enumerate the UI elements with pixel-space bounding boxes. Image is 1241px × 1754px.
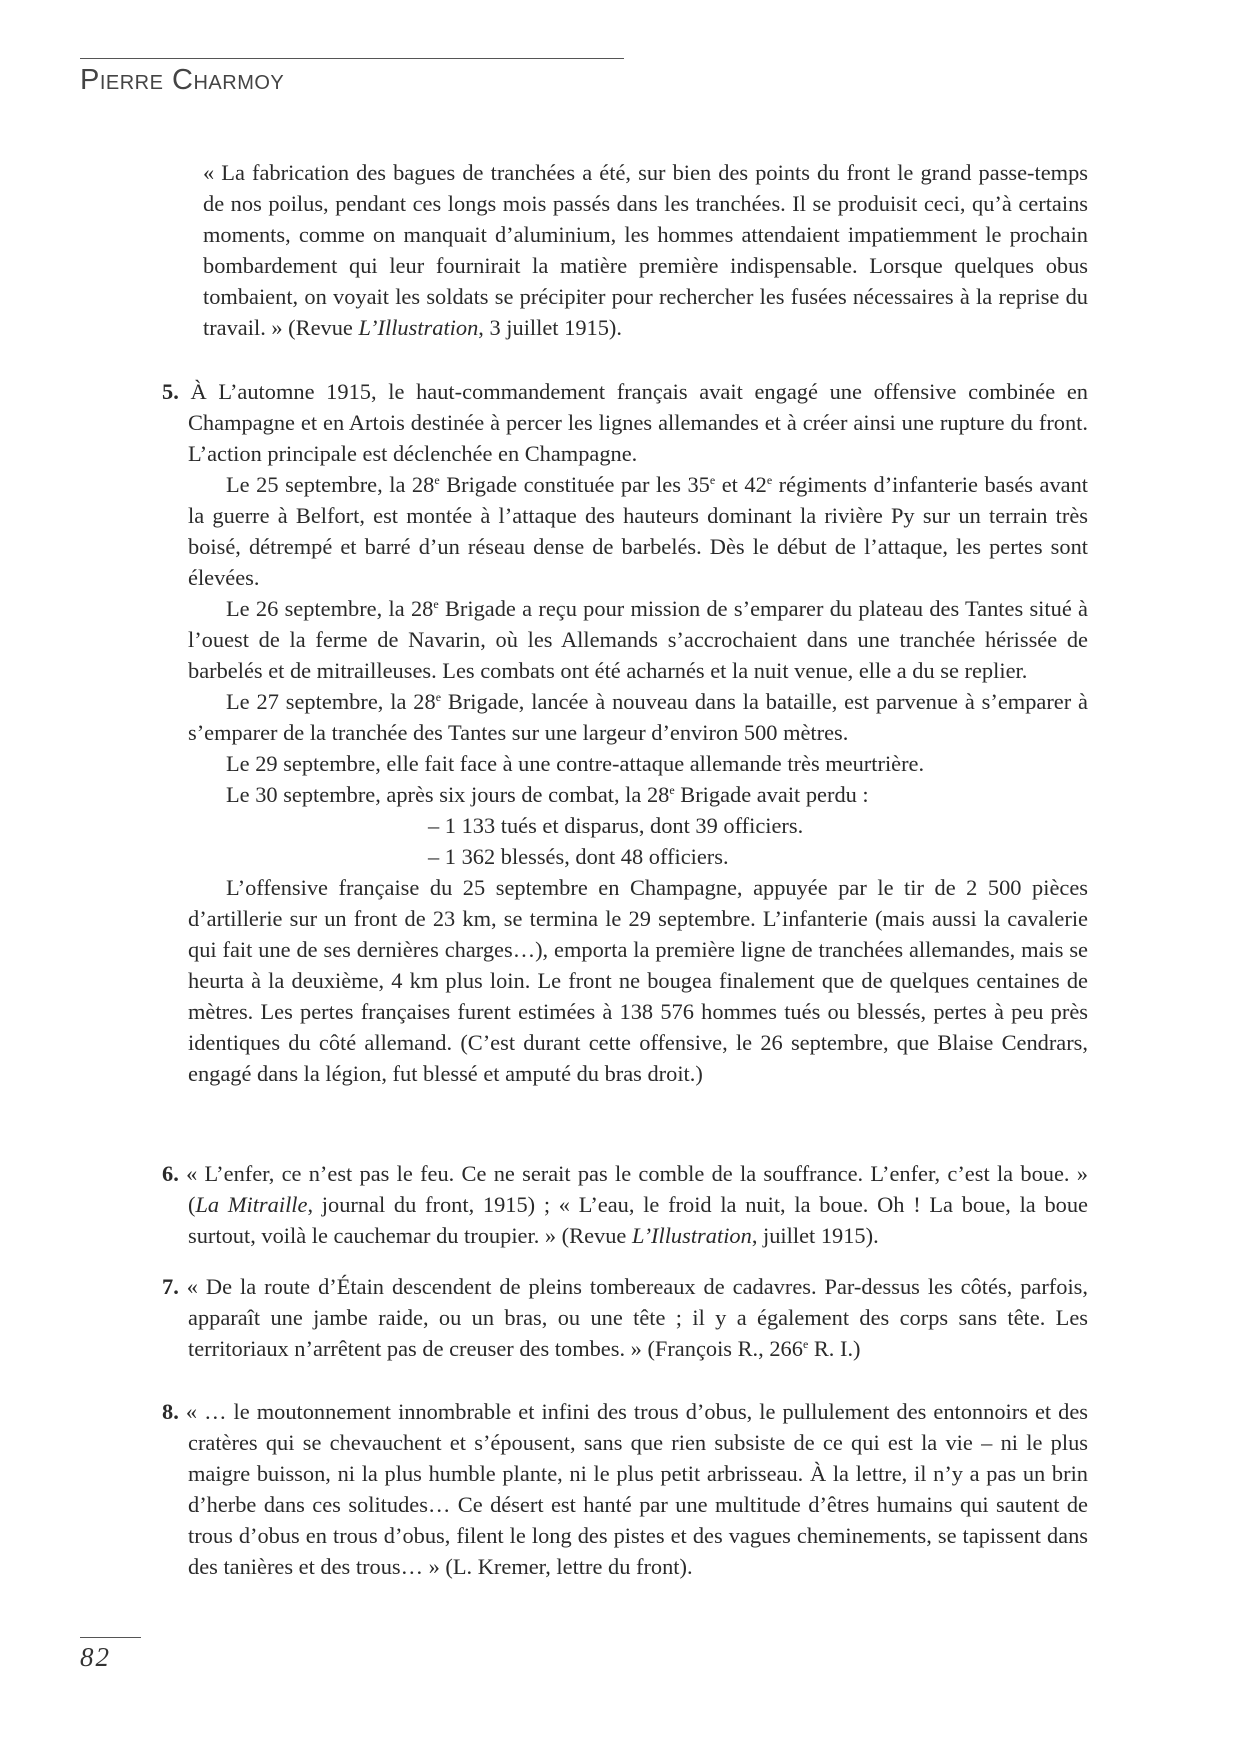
- note-5-para-1: [162, 376, 1088, 469]
- quote-source-tail: , 3 juillet 1915).: [478, 315, 622, 340]
- source-title: La Mitraille: [195, 1192, 308, 1217]
- source-title: L’Illustration: [631, 1223, 752, 1248]
- note-6-para: [162, 1158, 1088, 1251]
- note-text: Brigade avait perdu :: [674, 782, 869, 807]
- superscript: e: [802, 1337, 809, 1351]
- note-text: , juillet 1915).: [751, 1223, 879, 1248]
- note-5-para-3: [188, 593, 1088, 686]
- superscript: e: [434, 473, 440, 487]
- note-6: [162, 1158, 1088, 1251]
- note-text: Le 27 septembre, la 28: [226, 689, 436, 714]
- superscript: e: [669, 783, 675, 797]
- note-text: Le 26 septembre, la 28: [226, 596, 434, 621]
- superscript: e: [709, 473, 716, 487]
- note-text: régiments d’infanterie basés avant la guerre à Belfort, est montée à l’attaque des hauteurs dominant la rivière Py sur un terrain très boisé, détrempé et barré d’un réseau dense de barbelés. Dès le début de l’attaque, les pertes sont élevées.: [188, 472, 1089, 590]
- note-7-para: [162, 1271, 1088, 1364]
- note-text: et 42: [715, 472, 767, 497]
- note-text: Brigade a reçu pour mission de s’emparer du plateau des Tantes situé à l’ouest de la ferme de Navarin, où les Allemands s’accrochaient dans une tranchée hérissée de barbelés et de mitrailleuses. Les combats ont été acharnés et la nuit venue, elle a du se replier.: [188, 596, 1088, 683]
- note-5-para-2: [188, 469, 1088, 593]
- note-5-para-6: [188, 779, 1088, 810]
- note-5-para-4: [188, 686, 1088, 748]
- superscript: e: [433, 597, 439, 611]
- quote-text: « La fabrication des bagues de tranchées a été, sur bien des points du front le grand passe-temps de nos poilus, pendant ces longs mois passés dans les tranchées. Il se produisit ceci, qu’à certains moments, comme on manquait d’aluminium, les hommes attendaient impatiemment le prochain bombardement qui leur fournirait la matière première indispensable. Lorsque quelques obus tombaient, on voyait les soldats se précipiter pour rechercher les fusées nécessaires à la reprise du travail. » (Revue: [203, 160, 1088, 340]
- note-text: Brigade, lancée à nouveau dans la bataille, est parvenue à s’emparer à s’emparer de la tranchée des Tantes sur une largeur d’environ 500 mètres.: [188, 689, 1088, 745]
- superscript: e: [766, 473, 773, 487]
- footer-rule: [80, 1637, 141, 1638]
- note-5-para-7: L’offensive française du 25 septembre en Champagne, appuyée par le tir de 2 500 pièces d’artillerie sur un front de 23 km, se termina le 29 septembre. L’infanterie (mais aussi la cavalerie qui fait une de ses dernières charges…), emporta la première ligne de tranchées allemandes, mais se heurta à la deuxième, 4 km plus loin. Le front ne bougea finalement que de quelques centaines de mètres. Les pertes françaises furent estimées à 138 576 hommes tués ou blessés, pertes à peu près identiques du côté allemand. (C’est durant cette offensive, le 26 septembre, que Blaise Cendrars, engagé dans la légion, fut blessé et amputé du bras droit.): [188, 875, 1088, 1086]
- loss-list-item: – 1 133 tués et disparus, dont 39 officiers.: [428, 813, 804, 838]
- running-head: Pierre Charmoy: [80, 64, 285, 96]
- note-text: « De la route d’Étain descendent de pleins tombereaux de cadavres. Par-dessus les côtés, parfois, apparaît une jambe raide, ou un bras, ou une tête ; il y a également des corps sans tête. Les territoriaux n’arrêtent pas de creuser des tombes. » (François R., 266: [186, 1274, 1088, 1361]
- quote-paragraph: [203, 157, 1088, 343]
- note-text: R. I.): [808, 1336, 861, 1361]
- note-text: Brigade constituée par les 35: [439, 472, 710, 497]
- page-number: 82: [80, 1642, 111, 1672]
- note-number: 6.: [162, 1161, 179, 1186]
- note-7: [162, 1271, 1088, 1364]
- note-text: « … le moutonnement innombrable et infini des trous d’obus, le pullulement des entonnoirs et des cratères qui se chevauchent et s’épousent, sans que rien subsiste de ce qui est la vie – ni le plus maigre buisson, ni la plus humble plante, ni le plus petit arbrisseau. À la lettre, il n’y a pas un brin d’herbe dans ces solitudes… Ce désert est hanté par une multitude d’êtres humains qui sautent de trous d’obus en trous d’obus, filent le long des pistes et des vagues cheminements, se tapissent dans des tanières et des trous… » (L. Kremer, lettre du front).: [185, 1399, 1088, 1579]
- note-number: 8.: [162, 1399, 179, 1424]
- note-text: , journal du front, 1915) ; « L’eau, le froid la nuit, la boue. Oh ! La boue, la boue surtout, voilà le cauchemar du troupier. » (Revue: [188, 1192, 1088, 1248]
- note-8-para: [162, 1396, 1088, 1582]
- note-number: 5.: [162, 379, 179, 404]
- note-text: « L’enfer, ce n’est pas le feu. Ce ne serait pas le comble de la souffrance. L’enfer, c’est la boue. » (: [186, 1161, 1088, 1217]
- note-text: Le 30 septembre, après six jours de combat, la 28: [226, 782, 670, 807]
- note-5: [162, 376, 1088, 1089]
- loss-list-item: – 1 362 blessés, dont 48 officiers.: [428, 844, 729, 869]
- header-rule: [80, 58, 624, 59]
- note-text: À L’automne 1915, le haut-commandement français avait engagé une offensive combinée en Champagne et en Artois destinée à percer les lignes allemandes et à créer ainsi une rupture du front. L’action principale est déclenchée en Champagne.: [188, 379, 1088, 466]
- note-text: Le 25 septembre, la 28: [226, 472, 435, 497]
- superscript: e: [435, 690, 442, 704]
- quote-source-title: L’Illustration: [358, 315, 479, 340]
- note-number: 7.: [162, 1274, 179, 1299]
- note-5-para-5: Le 29 septembre, elle fait face à une contre-attaque allemande très meurtrière.: [226, 751, 925, 776]
- note-8: [162, 1396, 1088, 1582]
